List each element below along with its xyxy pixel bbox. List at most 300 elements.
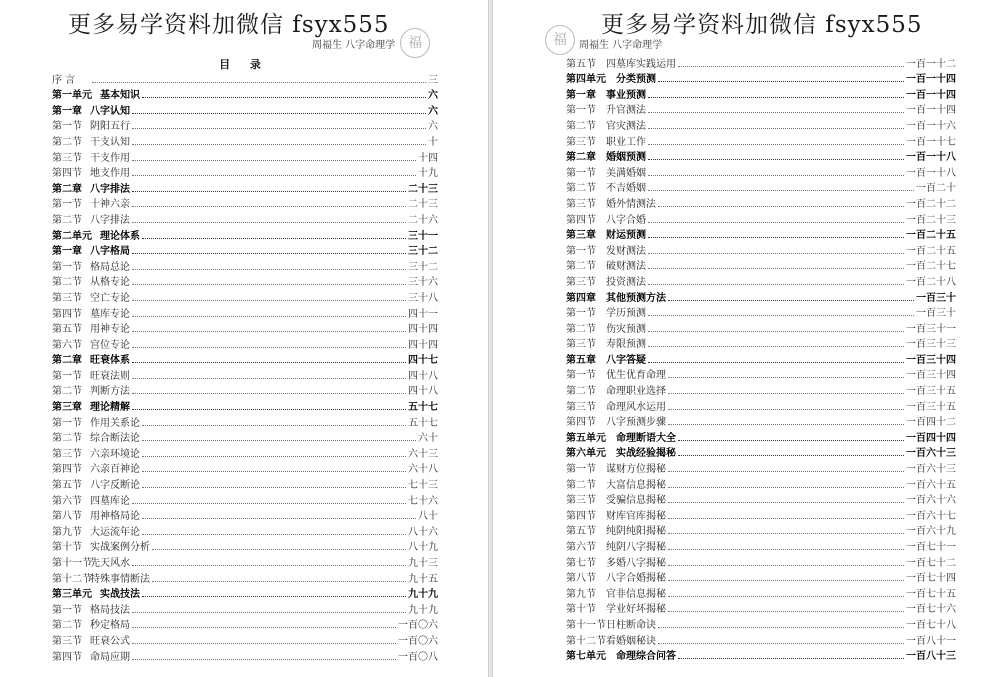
toc-leader-dots <box>132 191 406 192</box>
toc-entry-title: 大运流年论 <box>90 526 140 538</box>
toc-entry-title: 用神格局论 <box>90 511 140 523</box>
toc-leader-dots <box>658 206 904 207</box>
toc-leader-dots <box>648 284 904 285</box>
toc-leader-dots <box>668 502 904 503</box>
toc-page-number: 一百二十八 <box>906 276 956 288</box>
toc-leader-dots <box>648 128 904 129</box>
toc-page-number: 七十三 <box>408 480 438 492</box>
toc-leader-dots <box>678 66 904 67</box>
toc-leader-dots <box>132 253 406 254</box>
toc-entry <box>52 382 438 398</box>
toc-page-number: 一百一十八 <box>906 167 956 179</box>
toc-leader-dots <box>668 565 904 566</box>
toc-page-number: 一百七十四 <box>906 573 956 585</box>
toc-leader-dots <box>142 440 416 441</box>
toc-leader-dots <box>142 487 406 488</box>
toc-page-number: 十四 <box>418 152 438 164</box>
toc-entry <box>566 101 956 117</box>
toc-leader-dots <box>132 378 406 379</box>
toc-section-number: 第二节 <box>566 323 596 335</box>
toc-page-number: 一百二十二 <box>906 198 956 210</box>
toc-page-number: 一百六十三 <box>906 448 956 460</box>
toc-page-number: 一百四十二 <box>906 417 956 429</box>
toc-leader-dots <box>648 315 914 316</box>
toc-section-number: 第一节 <box>52 370 82 382</box>
toc-entry-title: 理论精解 <box>90 402 130 414</box>
toc-entry-title: 寿限预测 <box>606 339 646 351</box>
toc-section-number: 第九节 <box>52 526 82 538</box>
toc-page-number: 一百八十三 <box>906 651 956 663</box>
toc-entry-title: 六亲环境论 <box>90 448 140 460</box>
toc-entry-title: 从格专论 <box>90 277 130 289</box>
toc-section-number: 第十节 <box>52 542 82 554</box>
toc-entry-title: 其他预测方法 <box>606 292 666 304</box>
toc-section-number: 第二章 <box>52 355 82 367</box>
toc-page-number: 一百一十六 <box>906 120 956 132</box>
toc-leader-dots <box>132 284 406 285</box>
toc-section-number: 第六节 <box>52 339 82 351</box>
toc-leader-dots <box>132 206 406 207</box>
toc-entry <box>52 585 438 601</box>
toc-section-number: 第四节 <box>52 168 82 180</box>
toc-section-number: 第二单元 <box>52 230 92 242</box>
toc-leader-dots <box>132 362 406 363</box>
toc-entry <box>52 86 438 102</box>
toc-list-left <box>52 70 438 663</box>
toc-section-number: 第二章 <box>566 152 596 164</box>
toc-entry <box>52 631 438 647</box>
toc-entry-title: 伤灾预测 <box>606 323 646 335</box>
toc-page-number: 四十八 <box>408 370 438 382</box>
toc-entry <box>566 428 956 444</box>
toc-section-number: 第五单元 <box>566 432 606 444</box>
toc-entry-title: 看婚姻秘诀 <box>606 635 656 647</box>
toc-section-number: 第四节 <box>566 417 596 429</box>
toc-page-number: 六 <box>428 105 438 117</box>
toc-section-number: 第十二节 <box>52 573 92 585</box>
toc-section-number: 第一章 <box>52 105 82 117</box>
toc-entry <box>52 491 438 507</box>
toc-entry-title: 八字排法 <box>90 214 130 226</box>
toc-section-number: 第三节 <box>52 292 82 304</box>
toc-leader-dots <box>648 112 904 113</box>
toc-entry-title: 实战技法 <box>100 589 140 601</box>
toc-page-number: 一百七十二 <box>906 557 956 569</box>
toc-section-number: 第五节 <box>566 526 596 538</box>
toc-entry-title: 空亡专论 <box>90 292 130 304</box>
toc-entry <box>566 163 956 179</box>
toc-entry-title: 特殊事情断法 <box>90 573 150 585</box>
toc-leader-dots <box>152 549 406 550</box>
toc-section-number: 第一节 <box>566 245 596 257</box>
toc-leader-dots <box>142 238 406 239</box>
toc-page-number: 七十六 <box>408 495 438 507</box>
toc-section-number: 序 言 <box>52 74 76 86</box>
toc-leader-dots <box>132 300 406 301</box>
toc-entry-title: 四墓库实践运用 <box>606 58 676 70</box>
toc-entry-title: 不吉婚姻 <box>606 183 646 195</box>
toc-page-number: 二十六 <box>408 214 438 226</box>
toc-page-number: 十九 <box>418 168 438 180</box>
toc-entry <box>566 85 956 101</box>
toc-entry-title: 财库官库揭秘 <box>606 510 666 522</box>
toc-page-number: 一百一十八 <box>906 152 956 164</box>
toc-page-number: 一百二十三 <box>906 214 956 226</box>
toc-entry <box>52 179 438 195</box>
toc-entry-title: 大富信息揭秘 <box>606 479 666 491</box>
seal-icon: 福 <box>545 25 575 55</box>
toc-entry-title: 八字排法 <box>90 183 130 195</box>
toc-entry <box>566 584 956 600</box>
toc-section-number: 第一节 <box>52 417 82 429</box>
toc-section-number: 第四章 <box>566 292 596 304</box>
toc-entry-title: 地支作用 <box>90 168 130 180</box>
toc-leader-dots <box>132 627 396 628</box>
toc-entry-title: 官非信息揭秘 <box>606 588 666 600</box>
toc-leader-dots <box>132 565 406 566</box>
toc-entry-title: 基本知识 <box>100 90 140 102</box>
toc-entry <box>52 148 438 164</box>
toc-section-number: 第五节 <box>52 324 82 336</box>
toc-entry <box>52 335 438 351</box>
toc-section-number: 第二节 <box>566 479 596 491</box>
toc-leader-dots <box>658 81 904 82</box>
toc-leader-dots <box>648 175 904 176</box>
toc-entry <box>52 242 438 258</box>
toc-leader-dots <box>132 612 406 613</box>
toc-leader-dots <box>648 253 904 254</box>
toc-page-number: 一百三十 <box>916 292 956 304</box>
toc-page-number: 八十六 <box>408 526 438 538</box>
toc-entry <box>566 647 956 663</box>
toc-entry <box>52 101 438 117</box>
toc-leader-dots <box>668 549 904 550</box>
toc-entry <box>52 522 438 538</box>
toc-page-number: 四十一 <box>408 308 438 320</box>
toc-page-number: 一百七十六 <box>906 604 956 616</box>
toc-entry-title: 实战经验揭秘 <box>616 448 676 460</box>
toc-entry-title: 日柱断命诀 <box>606 619 656 631</box>
toc-entry-title: 旺衰体系 <box>90 355 130 367</box>
toc-entry-title: 纯阴八字揭秘 <box>606 542 666 553</box>
toc-section-number: 第三节 <box>52 635 82 647</box>
toc-entry <box>52 226 438 242</box>
toc-entry <box>566 335 956 351</box>
toc-entry-title: 分类预测 <box>616 74 656 86</box>
toc-section-number: 第一节 <box>52 261 82 273</box>
toc-entry <box>52 210 438 226</box>
toc-leader-dots <box>132 659 396 660</box>
page-banner: 更多易学资料加微信 fsyx555 <box>68 12 390 38</box>
toc-entry <box>52 132 438 148</box>
toc-section-number: 第一节 <box>566 370 596 382</box>
toc-page-number: 一百七十五 <box>906 588 956 600</box>
toc-entry-title: 美满婚姻 <box>606 167 646 179</box>
toc-entry <box>52 444 438 460</box>
toc-leader-dots <box>142 518 416 519</box>
toc-section-number: 第二节 <box>52 620 82 632</box>
toc-leader-dots <box>668 377 904 378</box>
toc-entry <box>566 615 956 631</box>
toc-entry-title: 八字认知 <box>90 105 130 117</box>
toc-entry <box>566 366 956 382</box>
toc-page-number: 一百二十 <box>916 183 956 195</box>
toc-leader-dots <box>678 455 904 456</box>
toc-entry-title: 八字反断论 <box>90 480 140 492</box>
toc-page-number: 一百一十二 <box>906 58 956 70</box>
toc-entry <box>52 616 438 632</box>
seal-icon: 福 <box>400 28 430 58</box>
toc-page-number: 一百六十五 <box>906 479 956 491</box>
toc-entry-title: 投资测法 <box>606 276 646 288</box>
toc-entry-title: 事业预测 <box>606 89 646 101</box>
toc-entry-title: 理论体系 <box>100 230 140 242</box>
toc-page-number: 一百七十八 <box>906 619 956 631</box>
toc-section-number: 第五节 <box>52 480 82 492</box>
toc-page-number: 二十三 <box>408 183 438 195</box>
toc-entry-title: 优生优育命理 <box>606 370 666 382</box>
toc-entry <box>566 257 956 273</box>
toc-entry-title: 墓库专论 <box>90 308 130 320</box>
toc-entry <box>566 553 956 569</box>
toc-entry <box>566 350 956 366</box>
toc-entry-title: 用神专论 <box>90 324 130 336</box>
toc-section-number: 第三节 <box>566 401 596 413</box>
toc-entry-title: 谋财方位揭秘 <box>606 464 666 476</box>
toc-entry-title: 阴阳五行 <box>90 121 130 133</box>
toc-section-number: 第五章 <box>566 354 596 366</box>
toc-leader-dots <box>648 159 904 160</box>
toc-page-number: 五十七 <box>408 402 438 414</box>
toc-page-number: 一百〇六 <box>398 635 438 647</box>
toc-page-number: 四十七 <box>408 355 438 367</box>
toc-entry <box>52 70 438 86</box>
toc-section-number: 第二节 <box>566 120 596 132</box>
toc-entry <box>52 366 438 382</box>
toc-section-number: 第四节 <box>52 464 82 476</box>
toc-entry-title: 婚姻预测 <box>606 152 646 164</box>
toc-section-number: 第二节 <box>566 183 596 195</box>
toc-section-number: 第八节 <box>566 573 596 585</box>
toc-section-number: 第八节 <box>52 511 82 523</box>
toc-section-number: 第三节 <box>566 198 596 210</box>
toc-leader-dots <box>132 643 396 644</box>
toc-section-number: 第二节 <box>52 214 82 226</box>
toc-entry-title: 多婚八字揭秘 <box>606 557 666 569</box>
toc-leader-dots <box>668 393 904 394</box>
toc-entry-title: 格局总论 <box>90 261 130 273</box>
toc-leader-dots <box>142 534 406 535</box>
toc-page-number: 一百六十三 <box>906 464 956 476</box>
toc-entry <box>52 600 438 616</box>
toc-entry-title: 先天风水 <box>90 558 130 569</box>
toc-entry <box>52 413 438 429</box>
toc-entry-title: 命局应期 <box>90 651 130 663</box>
toc-page-number: 一百六十七 <box>906 510 956 522</box>
toc-entry-title: 受骗信息揭秘 <box>606 495 666 507</box>
toc-entry-title: 命理职业选择 <box>606 386 666 398</box>
toc-page-number: 三十二 <box>408 261 438 273</box>
toc-entry-title: 十神六亲 <box>90 199 130 211</box>
toc-entry-title: 八字合婚 <box>606 214 646 226</box>
toc-section-number: 第三单元 <box>52 589 92 601</box>
toc-leader-dots <box>142 471 406 472</box>
toc-page-number: 一百三十四 <box>906 354 956 366</box>
toc-leader-dots <box>132 316 406 317</box>
toc-entry-title: 旺衰公式 <box>90 635 130 647</box>
toc-section-number: 第一节 <box>566 464 596 476</box>
toc-leader-dots <box>648 362 904 363</box>
toc-entry <box>52 429 438 445</box>
toc-entry-title: 四墓库论 <box>90 495 130 507</box>
toc-entry-title: 命理断语大全 <box>616 432 676 444</box>
toc-entry <box>566 475 956 491</box>
toc-section-number: 第二节 <box>566 386 596 398</box>
toc-entry <box>566 241 956 257</box>
toc-entry-title: 学业好坏揭秘 <box>606 604 666 616</box>
toc-entry-title: 综合断法论 <box>90 433 140 445</box>
author-line: 周福生 八字命理学 <box>312 40 396 51</box>
toc-section-number: 第六节 <box>52 495 82 507</box>
toc-leader-dots <box>142 596 406 597</box>
toc-page-number: 四十四 <box>408 339 438 351</box>
toc-page-number: 四十四 <box>408 324 438 336</box>
toc-entry-title: 干支认知 <box>90 136 130 148</box>
toc-section-number: 第一单元 <box>52 90 92 102</box>
toc-section-number: 第一节 <box>52 121 82 133</box>
toc-page-number: 六十三 <box>408 448 438 460</box>
toc-section-number: 第三节 <box>566 136 596 148</box>
toc-page-number: 六十 <box>418 433 438 445</box>
toc-entry <box>52 273 438 289</box>
toc-entry <box>566 194 956 210</box>
toc-entry <box>566 537 956 553</box>
toc-section-number: 第十节 <box>566 604 596 616</box>
toc-leader-dots <box>648 190 914 191</box>
toc-entry <box>566 132 956 148</box>
toc-section-number: 第五节 <box>566 58 596 70</box>
toc-entry <box>52 257 438 273</box>
toc-section-number: 第二节 <box>52 433 82 445</box>
toc-entry <box>566 226 956 242</box>
toc-page-number: 九十三 <box>408 558 438 569</box>
toc-page-number: 九十九 <box>408 604 438 616</box>
toc-leader-dots <box>668 518 904 519</box>
toc-section-number: 第十二节 <box>566 635 606 647</box>
toc-section-number: 第二节 <box>52 386 82 398</box>
toc-leader-dots <box>668 580 904 581</box>
toc-section-number: 第二节 <box>52 277 82 289</box>
toc-page-number: 二十三 <box>408 199 438 211</box>
toc-leader-dots <box>132 331 406 332</box>
toc-entry <box>52 195 438 211</box>
toc-section-number: 第一章 <box>52 246 82 258</box>
toc-section-number: 第七节 <box>566 557 596 569</box>
toc-entry-title: 升官测法 <box>606 105 646 117</box>
toc-section-number: 第十一节 <box>52 558 92 569</box>
toc-section-number: 第四单元 <box>566 74 606 86</box>
toc-leader-dots <box>132 393 406 394</box>
toc-leader-dots <box>668 424 904 425</box>
toc-entry <box>566 381 956 397</box>
toc-leader-dots <box>152 581 406 582</box>
toc-page-number: 一百三十五 <box>906 401 956 413</box>
toc-page-number: 一百三十四 <box>906 370 956 382</box>
toc-leader-dots <box>668 533 904 534</box>
toc-title: 目 录 <box>219 58 269 71</box>
toc-entry-title: 八字答疑 <box>606 354 646 366</box>
toc-entry-title: 八字合婚揭秘 <box>606 573 666 585</box>
toc-page-number: 一百一十七 <box>906 136 956 148</box>
toc-section-number: 第三章 <box>566 230 596 242</box>
toc-page-number: 一百一十四 <box>906 74 956 86</box>
toc-leader-dots <box>668 471 904 472</box>
toc-leader-dots <box>668 611 904 612</box>
toc-entry <box>566 319 956 335</box>
toc-page-number: 九十九 <box>408 589 438 601</box>
toc-leader-dots <box>132 269 406 270</box>
toc-entry-title: 婚外情测法 <box>606 198 656 210</box>
toc-section-number: 第六节 <box>566 542 596 553</box>
toc-entry-title: 旺衰法则 <box>90 370 130 382</box>
toc-section-number: 第十一节 <box>566 619 606 631</box>
toc-page-number: 一百〇六 <box>398 620 438 632</box>
toc-section-number: 第二节 <box>52 136 82 148</box>
toc-entry-title: 秒定格局 <box>90 620 130 632</box>
toc-leader-dots <box>648 144 904 145</box>
toc-page-number: 四十八 <box>408 386 438 398</box>
toc-section-number: 第四节 <box>52 308 82 320</box>
toc-entry-title: 作用关系论 <box>90 417 140 429</box>
toc-entry <box>52 553 438 569</box>
toc-section-number: 第二章 <box>52 183 82 195</box>
toc-entry <box>52 647 438 663</box>
toc-section-number: 第一节 <box>52 199 82 211</box>
toc-page-number: 一百二十五 <box>906 245 956 257</box>
toc-leader-dots <box>132 175 416 176</box>
toc-section-number: 第一节 <box>566 167 596 179</box>
toc-entry-title: 实战案例分析 <box>90 542 150 554</box>
toc-leader-dots <box>648 237 904 238</box>
toc-leader-dots <box>142 97 426 98</box>
toc-page-number: 八十九 <box>408 542 438 554</box>
toc-entry <box>566 304 956 320</box>
toc-section-number: 第一节 <box>566 105 596 117</box>
toc-leader-dots <box>668 596 904 597</box>
toc-page-number: 一百三十五 <box>906 386 956 398</box>
toc-list-right <box>566 54 956 662</box>
toc-entry-title: 干支作用 <box>90 152 130 164</box>
toc-leader-dots <box>132 409 406 410</box>
toc-page-number: 一百〇八 <box>398 651 438 663</box>
toc-entry <box>566 70 956 86</box>
toc-page-number: 一百六十九 <box>906 526 956 538</box>
toc-entry <box>566 148 956 164</box>
page-banner: 更多易学资料加微信 fsyx555 <box>601 12 923 38</box>
toc-entry-title: 官灾测法 <box>606 120 646 132</box>
toc-leader-dots <box>678 440 904 441</box>
toc-section-number: 第三节 <box>566 339 596 351</box>
toc-leader-dots <box>648 222 904 223</box>
toc-entry-title: 格局技法 <box>90 604 130 616</box>
toc-entry-title: 八字格局 <box>90 246 130 258</box>
toc-page-number: 五十七 <box>408 417 438 429</box>
toc-entry <box>52 117 438 133</box>
toc-page-number: 一百三十三 <box>906 339 956 351</box>
toc-entry <box>52 351 438 367</box>
toc-entry-title: 六亲百神论 <box>90 464 140 476</box>
toc-leader-dots <box>132 113 426 114</box>
